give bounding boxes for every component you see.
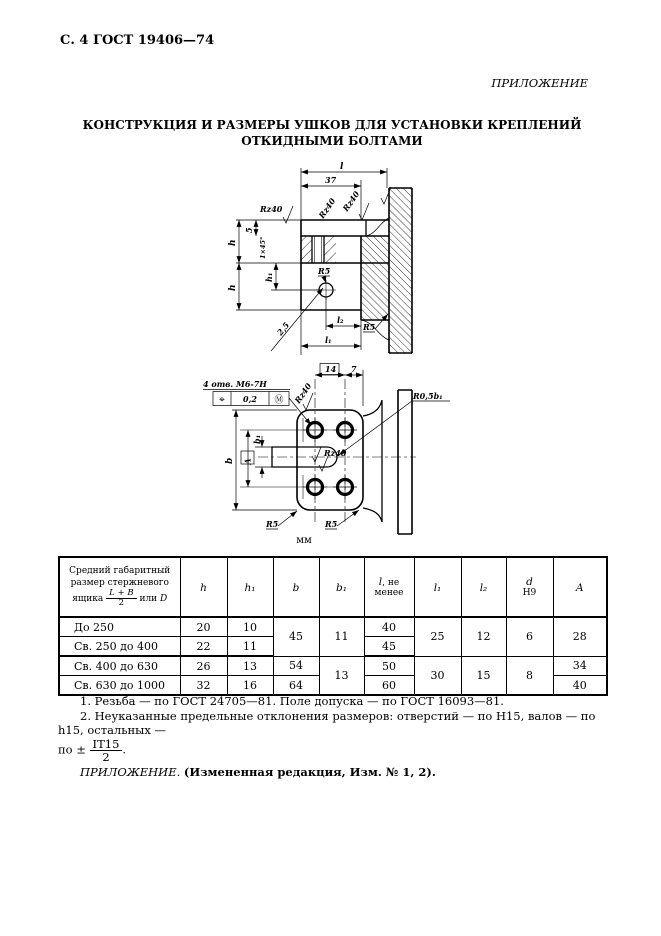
col-header-l2: l₂: [461, 557, 506, 617]
table-cell: Св. 630 до 1000: [59, 676, 180, 696]
col-header-A: А: [553, 557, 607, 617]
table-cell: 64: [273, 676, 319, 696]
lug-section-hatch: [301, 236, 312, 263]
dim-label-h-lower: h: [228, 284, 238, 291]
r5-leader: [318, 276, 330, 283]
note-1: 1. Резьба — по ГОСТ 24705—81. Поле допуска — по ГОСТ 16093—81.: [80, 694, 504, 708]
chamfer-label: 1×45°: [259, 236, 267, 259]
dimensions-table: [58, 556, 608, 696]
table-cell: 40: [364, 617, 414, 637]
note-text: .: [122, 742, 127, 757]
annex-revision-note: [58, 765, 610, 780]
slot-radius-leader: [339, 401, 450, 455]
wall-profile: [398, 390, 412, 534]
table-cell: 10: [227, 617, 273, 637]
wall-hatch: [389, 188, 412, 236]
title-line-2: ОТКИДНЫМИ БОЛТАМИ: [241, 133, 423, 148]
lug-section-hatch: [324, 236, 336, 263]
col-header-l: l, не менее: [364, 557, 414, 617]
header-text: Средний габаритный: [69, 566, 171, 577]
table-cell: 45: [364, 637, 414, 657]
fraction-denominator: 2: [118, 597, 125, 608]
table-cell: 30: [414, 656, 461, 695]
table-cell: 12: [461, 617, 506, 656]
table-cell: 34: [553, 656, 607, 676]
table-cell: 54: [273, 656, 319, 676]
header-variable: D: [160, 593, 168, 604]
side-section-drawing: [226, 160, 446, 360]
surface-finish-icon: [319, 456, 328, 471]
radius-label-r5: R5: [363, 322, 376, 332]
dim-label-5: 5: [244, 227, 254, 233]
col-header-box-size: [59, 557, 180, 617]
header-text: размер стержневого: [70, 577, 169, 588]
surface-finish-icon: [312, 447, 321, 462]
dim-label-h1: h₁: [264, 272, 274, 282]
annex-label: ПРИЛОЖЕНИЕ: [491, 76, 588, 90]
col-header-h: h: [180, 557, 227, 617]
dim-label-l1: l₁: [325, 335, 332, 345]
fraction: [106, 589, 136, 608]
fraction: [90, 738, 123, 763]
table-cell: 13: [319, 656, 364, 695]
title-line-1: КОНСТРУКЦИЯ И РАЗМЕРЫ УШКОВ ДЛЯ УСТАНОВКИ КРЕПЛЕНИЙ: [82, 118, 582, 132]
chamfer-leader: [271, 288, 323, 351]
header-text: или: [139, 593, 158, 604]
front-view-drawing: [200, 362, 450, 537]
annex-word: ПРИЛОЖЕНИЕ.: [80, 765, 181, 780]
wall-hatch: [389, 320, 412, 353]
header-text: ящика: [72, 593, 104, 604]
dim-label-b1: b₁: [252, 434, 262, 444]
radius-label-r5: R5: [266, 519, 279, 529]
fraction-numerator: IT15: [90, 738, 123, 751]
wall-inner-edge: [363, 400, 382, 522]
dim-label-b: b: [225, 457, 235, 464]
dim-label-7: 7: [351, 364, 357, 374]
table-header-row: [59, 557, 607, 617]
fraction-denominator: 2: [102, 750, 110, 765]
table-cell: Св. 250 до 400: [59, 637, 180, 657]
units-label: мм: [296, 535, 312, 546]
table-cell: 20: [180, 617, 227, 637]
table-cell: 40: [553, 676, 607, 696]
table-cell: 15: [461, 656, 506, 695]
table-cell: 25: [414, 617, 461, 656]
radius-label-r5: R5: [318, 266, 331, 276]
tolerance-value: 0,2: [243, 394, 257, 404]
surface-finish-label: Rz40: [324, 448, 347, 458]
note-text: по ±: [58, 742, 86, 757]
col-header-b: b: [273, 557, 319, 617]
table-cell: Св. 400 до 630: [59, 656, 180, 676]
table-cell: 22: [180, 637, 227, 657]
fraction-numerator: L + B: [106, 589, 136, 599]
page-header: С. 4 ГОСТ 19406—74: [60, 33, 215, 48]
surface-finish-icon: [283, 206, 293, 223]
surface-finish-label: Rz40: [316, 196, 338, 221]
table-row: [59, 617, 607, 637]
table-cell: До 250: [59, 617, 180, 637]
surface-finish-label: Rz40: [340, 189, 362, 214]
col-header-l1: l₁: [414, 557, 461, 617]
page-title: [58, 118, 606, 149]
note-2: 2. Неуказанные предельные отклонения размеров: отверстий — по Н15, валов — по h15, остальных —: [58, 708, 596, 738]
wall-hatch: [361, 236, 412, 320]
table-cell: 28: [553, 617, 607, 656]
table-cell: 50: [364, 656, 414, 676]
table-cell: 16: [227, 676, 273, 696]
table-cell: 26: [180, 656, 227, 676]
thread-lines: [315, 236, 322, 263]
notes-section: [58, 694, 610, 780]
position-tolerance-icon: ⌖: [219, 394, 225, 406]
table-cell: 6: [506, 617, 553, 656]
dim-label-14: 14: [325, 364, 337, 374]
radius-label-r5: R5: [325, 519, 338, 529]
revision-note: (Измененная редакция, Изм. № 1, 2).: [183, 765, 436, 780]
col-header-d: d Н9: [506, 557, 553, 617]
table-cell: 32: [180, 676, 227, 696]
surface-finish-label: Rz40: [260, 204, 283, 214]
surface-finish-icon: [359, 203, 369, 220]
chamfer-value-label: 2,5: [274, 320, 292, 338]
table-row: [59, 656, 607, 676]
surface-finish-label: Rz40: [292, 381, 314, 406]
table-cell: 45: [273, 617, 319, 656]
table-cell: 11: [319, 617, 364, 656]
dim-label-h-upper: h: [228, 239, 238, 246]
dim-label-37: 37: [325, 175, 337, 185]
col-header-b1: b₁: [319, 557, 364, 617]
material-condition-icon: Ⓜ: [274, 395, 284, 406]
lug-plate: [297, 410, 363, 510]
dim-label-l: l: [340, 162, 344, 172]
holes-note-label: 4 отв. М6-7Н: [203, 379, 267, 389]
col-header-h1: h₁: [227, 557, 273, 617]
table-cell: 11: [227, 637, 273, 657]
note-2-continuation: [58, 738, 610, 763]
table-cell: 13: [227, 656, 273, 676]
table-cell: 60: [364, 676, 414, 696]
slot-radius-label: R0,5b₁: [413, 391, 443, 401]
bore-outline: [312, 220, 366, 263]
dim-label-l2: l₂: [337, 315, 344, 325]
dim-label-A: А: [242, 458, 253, 465]
table-cell: 8: [506, 656, 553, 695]
